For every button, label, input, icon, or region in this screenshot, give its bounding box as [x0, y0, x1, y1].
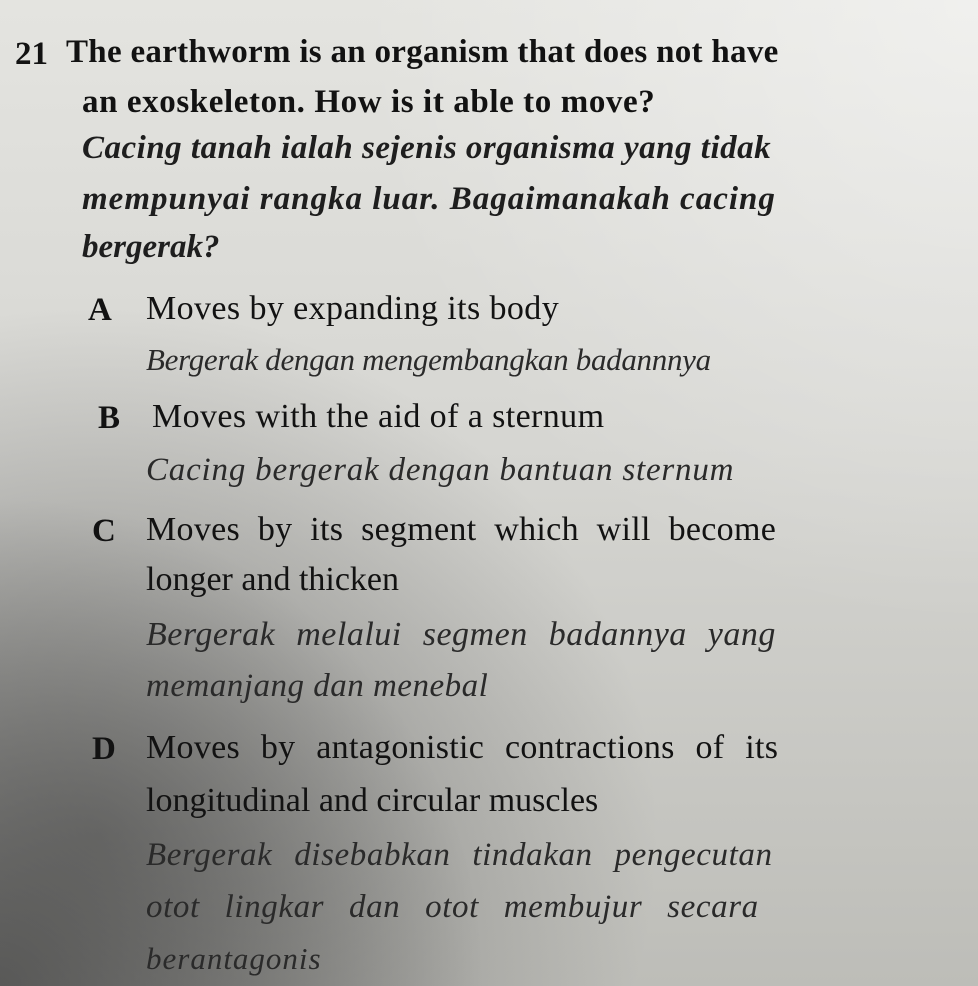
option-d-english-line-1: Moves by antagonistic contractions of its	[146, 729, 779, 766]
option-c-english-line-1: Moves by its segment which will become	[146, 511, 777, 548]
option-b-malay-line-1: Cacing bergerak dengan bantuan sternum	[146, 452, 735, 488]
question-english-line-2: an exoskeleton. How is it able to move?	[82, 84, 656, 120]
question-malay-line-1: Cacing tanah ialah sejenis organisma yang tidak	[82, 130, 772, 166]
option-d-malay-line-1: Bergerak disebabkan tindakan pengecutan	[146, 837, 773, 873]
option-a-english-line-1: Moves by expanding its body	[146, 290, 560, 327]
option-b-letter: B	[98, 400, 121, 436]
option-a-letter: A	[88, 292, 112, 328]
option-c-malay-line-2: memanjang dan menebal	[146, 668, 489, 704]
option-d-malay-line-3: berantagonis	[146, 941, 322, 976]
option-d-letter: D	[92, 731, 116, 767]
option-d-malay-line-2: otot lingkar dan otot membujur secara	[146, 889, 759, 925]
option-c-english-line-2: longer and thicken	[146, 561, 400, 598]
option-c-malay-line-1: Bergerak melalui segmen badannya yang	[146, 616, 776, 653]
question-number: 21	[15, 36, 48, 72]
option-b-english-line-1: Moves with the aid of a sternum	[152, 398, 605, 435]
option-d-english-line-2: longitudinal and circular muscles	[146, 782, 599, 819]
option-c-letter: C	[92, 513, 116, 549]
option-a-malay-line-1: Bergerak dengan mengembangkan badannnya	[146, 342, 711, 377]
question-english-line-1: The earthworm is an organism that does not have	[66, 34, 779, 70]
question-malay-line-2: mempunyai rangka luar. Bagaimanakah cacing	[82, 181, 776, 217]
question-malay-line-3: bergerak?	[82, 229, 220, 265]
